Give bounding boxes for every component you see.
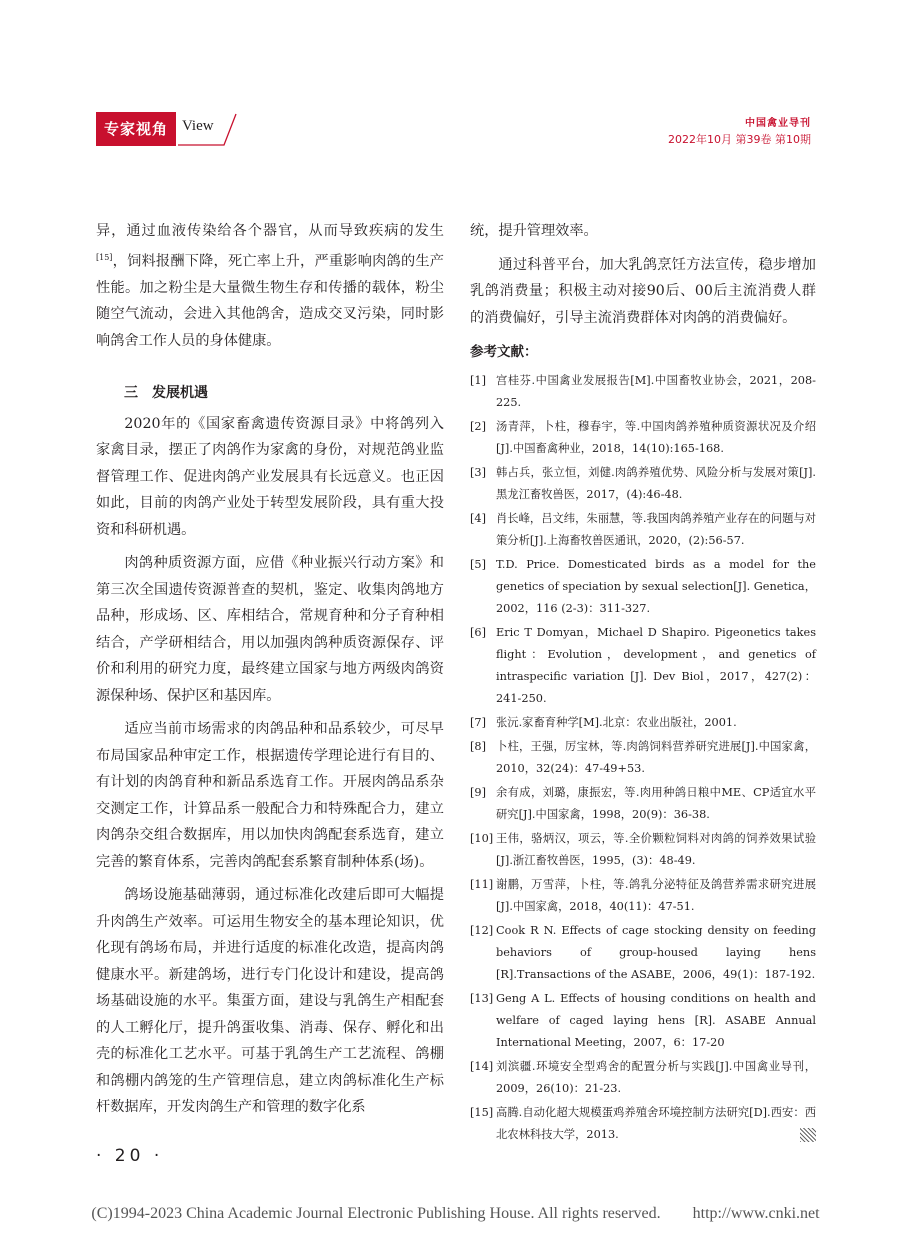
reference-number: [6]	[470, 625, 487, 639]
reference-item	[470, 1056, 816, 1100]
paragraph: 异，通过血液传染给各个器官，从而导致疾病的发生[15]，饲料报酬下降，死亡率上升，严重影响肉鸽的生产性能。加之粉尘是大量微生物生存和传播的载体，粉尘随空气流动，会进入其他鸽舍，造成交叉污染，同时影响鸽舍工作人员的身体健康。	[96, 223, 444, 349]
left-column	[96, 218, 444, 1121]
reference-text: T.D. Price. Domesticated birds as a model for the genetics of speciation by sexual selection[J]. Genetica，2002，116 (2-3)：311-327.	[496, 557, 816, 615]
section-tag-en: View	[182, 118, 214, 134]
reference-item	[470, 920, 816, 986]
paragraph: 2020年的《国家畜禽遗传资源目录》中将鸽列入家禽目录，摆正了肉鸽作为家禽的身份，对规范鸽业监督管理工作、促进肉鸽产业发展具有长远意义。也正因如此，目前的肉鸽产业处于转型发展阶段，具有重大投资和科研机遇。	[96, 415, 444, 538]
reference-item	[470, 874, 816, 918]
paragraph: 适应当前市场需求的肉鸽品种和品系较少，可尽早布局国家品种审定工作，根据遗传学理论进行有目的、有计划的肉鸽育种和新品系选育工作。开展肉鸽品系杂交测定工作，计算品系一般配合力和特殊配合力，建立肉鸽杂交组合数据库，用以加快肉鸽配套系选育，建立完善的繁育体系，完善肉鸽配套系繁育制种体系(场)。	[96, 721, 444, 870]
reference-list	[470, 370, 816, 1146]
paragraph: 鸽场设施基础薄弱，通过标准化改建后即可大幅提升肉鸽生产效率。可运用生物安全的基本理论知识，优化现有鸽场布局，并进行适度的标准化改造，提高肉鸽健康水平。新建鸽场，进行专门化设计和建设，提高鸽场基础设施的水平。集蛋方面，建设与乳鸽生产相配套的人工孵化厅，提升鸽蛋收集、消毒、保存、孵化和出壳的标准化工艺水平。可基于乳鸽生产工艺流程、鸽棚和鸽棚内鸽笼的生产管理信息，建立肉鸽标准化生产标杆数据库，开发肉鸽生产和管理的数字化系	[96, 887, 444, 1116]
reference-item	[470, 712, 816, 734]
paragraph: 肉鸽种质资源方面，应借《种业振兴行动方案》和第三次全国遗传资源普查的契机，鉴定、收集肉鸽地方品种，形成场、区、库相结合，常规育种和分子育种相结合，产学研相结合，用以加强肉鸽种质资源保存、评价和利用的研究力度，最终建立国家与地方两级肉鸽资源保种场、保护区和基因库。	[96, 555, 444, 704]
reference-number: [11]	[470, 877, 494, 891]
reference-item	[470, 828, 816, 872]
reference-text: 余有成，刘璐，康振宏，等.肉用种鸽日粮中ME、CP适宜水平研究[J].中国家禽，1998，20(9)：36-38.	[496, 785, 816, 821]
reference-number: [7]	[470, 715, 487, 729]
reference-number: [3]	[470, 465, 487, 479]
reference-text: 高腾.自动化超大规模蛋鸡养殖舍环境控制方法研究[D].西安：西北农林科技大学，2013.	[496, 1105, 816, 1141]
section-tag	[96, 112, 236, 146]
journal-header	[668, 114, 811, 147]
reference-text: 肖长峰，吕文纬，朱丽慧，等.我国肉鸽养殖产业存在的问题与对策分析[J].上海畜牧兽医通讯，2020，(2):56-57.	[496, 511, 816, 547]
reference-text: 张沅.家畜育种学[M].北京：农业出版社，2001.	[496, 715, 737, 729]
reference-number: [4]	[470, 511, 487, 525]
reference-text: Cook R N. Effects of cage stocking density on feeding behaviors of group-housed laying hens [R].Transactions of the ASABE，2006，49(1)：187-192.	[496, 923, 816, 981]
reference-item	[470, 622, 816, 710]
reference-number: [5]	[470, 557, 487, 571]
reference-item	[470, 370, 816, 414]
reference-number: [9]	[470, 785, 487, 799]
reference-item	[470, 416, 816, 460]
reference-item	[470, 782, 816, 826]
end-mark-icon	[800, 1128, 816, 1142]
reference-text: 卜柱，王强，厉宝林，等.肉鸽饲料营养研究进展[J].中国家禽，2010，32(24)：47-49+53.	[496, 739, 816, 775]
issue-info: 2022年10月 第39卷 第10期	[668, 133, 811, 146]
reference-text: 宫桂芬.中国禽业发展报告[M].中国畜牧业协会，2021，208-225.	[496, 373, 816, 409]
reference-item	[470, 462, 816, 506]
reference-item	[470, 736, 816, 780]
reference-number: [2]	[470, 419, 487, 433]
reference-number: [14]	[470, 1059, 494, 1073]
reference-item	[470, 554, 816, 620]
citation[interactable]: [15]	[96, 252, 113, 262]
reference-number: [1]	[470, 373, 487, 387]
right-column	[470, 218, 816, 1148]
reference-text: 王伟，骆炳汉，项云，等.全价颗粒饲料对肉鸽的饲养效果试验[J].浙江畜牧兽医，1995，(3)：48-49.	[496, 831, 816, 867]
paragraph: 统，提升管理效率。	[470, 223, 598, 239]
reference-number: [12]	[470, 923, 494, 937]
journal-name: 中国禽业导刊	[745, 118, 811, 129]
reference-number: [8]	[470, 739, 487, 753]
reference-text: 刘滨疆.环境安全型鸡舍的配置分析与实践[J].中国禽业导刊，2009，26(10)：21-23.	[496, 1059, 816, 1095]
references-title: 参考文献：	[470, 344, 538, 360]
reference-item	[470, 508, 816, 552]
reference-item	[470, 1102, 816, 1146]
section-heading: 三 发展机遇	[124, 385, 208, 402]
paragraph: 通过科普平台，加大乳鸽烹饪方法宣传，稳步增加乳鸽消费量；积极主动对接90后、00后主流消费人群的消费偏好，引导主流消费群体对肉鸽的消费偏好。	[470, 256, 816, 326]
reference-text: Geng A L. Effects of housing conditions on health and welfare of caged laying hens [R]. ASABE Annual International Meeting，2007，6：17-20	[496, 991, 816, 1049]
reference-text: 谢鹏，万雪萍，卜柱，等.鸽乳分泌特征及鸽营养需求研究进展[J].中国家禽，2018，40(11)：47-51.	[496, 877, 816, 913]
reference-number: [15]	[470, 1105, 494, 1119]
reference-text: Eric T Domyan，Michael D Shapiro. Pigeonetics takes flight：Evolution，development，and genetics of intraspecific variation [J]. Dev Biol，2017，427(2)：241-250.	[496, 625, 816, 705]
page-number: · 20 ·	[96, 1146, 164, 1166]
section-tag-label: 专家视角	[96, 112, 176, 146]
reference-text: 汤青萍，卜柱，穆春宇，等.中国肉鸽养殖种质资源状况及介绍[J].中国畜禽种业，2018，14(10):165-168.	[496, 419, 816, 455]
reference-number: [13]	[470, 991, 494, 1005]
reference-text: 韩占兵，张立恒，刘健.肉鸽养殖优势、风险分析与发展对策[J].黑龙江畜牧兽医，2017，(4):46-48.	[496, 465, 816, 501]
reference-number: [10]	[470, 831, 494, 845]
copyright-notice: (C)1994-2023 China Academic Journal Electronic Publishing House. All rights reserved. http://www.cnki.net	[91, 1205, 820, 1222]
reference-item	[470, 988, 816, 1054]
